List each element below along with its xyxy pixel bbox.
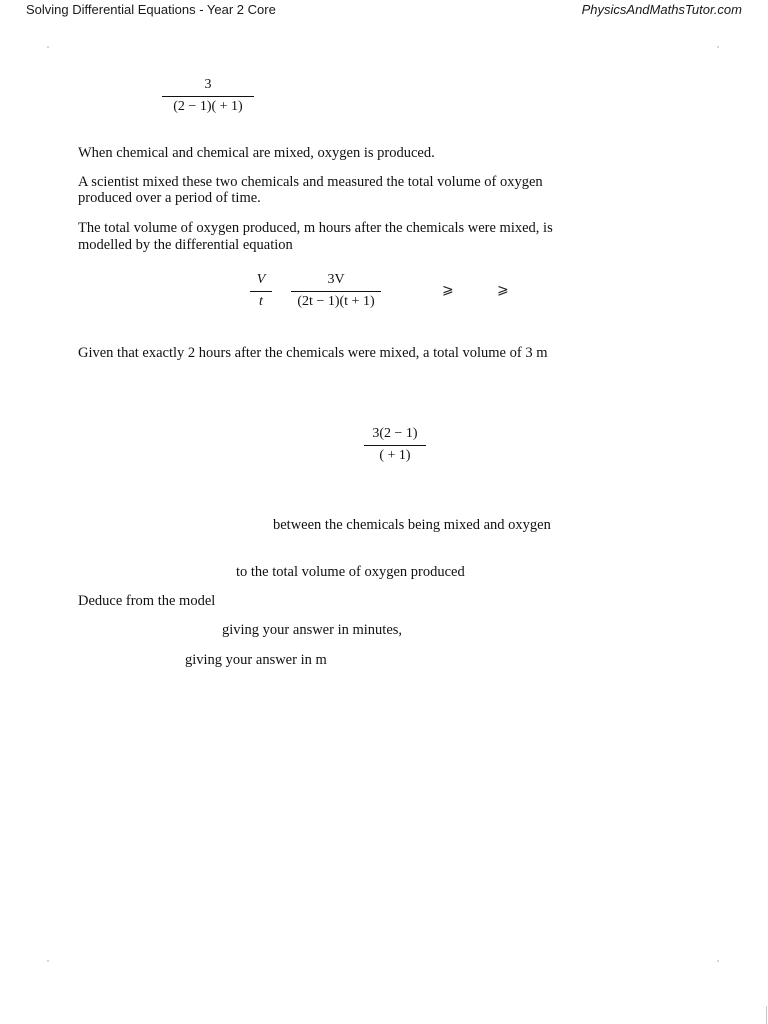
rhs-numerator: 3V <box>327 272 345 287</box>
solution-numerator: 3(2 − 1) <box>372 426 418 441</box>
paragraph-chemicals-mixed: When chemical and chemical are mixed, oxygen is produced. <box>78 145 435 161</box>
solution-denominator: ( + 1) <box>379 448 411 463</box>
greater-equal-symbol: ⩾ <box>442 283 454 298</box>
fraction-denominator: (2 − 1)( + 1) <box>173 99 243 114</box>
solution-fraction <box>364 426 426 464</box>
lhs-denominator: t <box>259 294 263 309</box>
paragraph-scientist-line-2: produced over a period of time. <box>78 190 261 206</box>
paragraph-time-between: between the chemicals being mixed and oxygen <box>273 517 551 533</box>
page-corner-mark <box>717 46 719 48</box>
equation-rhs <box>291 272 381 310</box>
greater-equal-symbol: ⩾ <box>497 283 509 298</box>
rhs-denominator: (2t − 1)(t + 1) <box>297 294 375 309</box>
equation-lhs <box>250 272 272 310</box>
header-site-name[interactable]: PhysicsAndMathsTutor.com <box>581 2 742 17</box>
paragraph-answer-units: giving your answer in m <box>185 652 327 668</box>
paragraph-deduce: Deduce from the model <box>78 593 216 609</box>
paragraph-given-condition: Given that exactly 2 hours after the chemicals were mixed, a total volume of 3 m <box>78 345 548 361</box>
paragraph-model-line-1: The total volume of oxygen produced, m hours after the chemicals were mixed, is <box>78 220 553 236</box>
scrollbar-edge <box>766 1006 767 1024</box>
page-corner-mark <box>717 960 719 962</box>
paragraph-limit: to the total volume of oxygen produced <box>236 564 465 580</box>
fraction-numerator: 3 <box>204 77 212 92</box>
paragraph-answer-minutes: giving your answer in minutes, <box>222 622 403 638</box>
header-title: Solving Differential Equations - Year 2 Core <box>26 2 276 17</box>
lhs-numerator: V <box>256 272 266 287</box>
top-fraction <box>162 77 254 115</box>
page-corner-mark <box>47 46 49 48</box>
paragraph-scientist-line-1: A scientist mixed these two chemicals and measured the total volume of oxygen <box>78 174 543 190</box>
paragraph-model-line-2: modelled by the differential equation <box>78 237 293 253</box>
page-corner-mark <box>47 960 49 962</box>
